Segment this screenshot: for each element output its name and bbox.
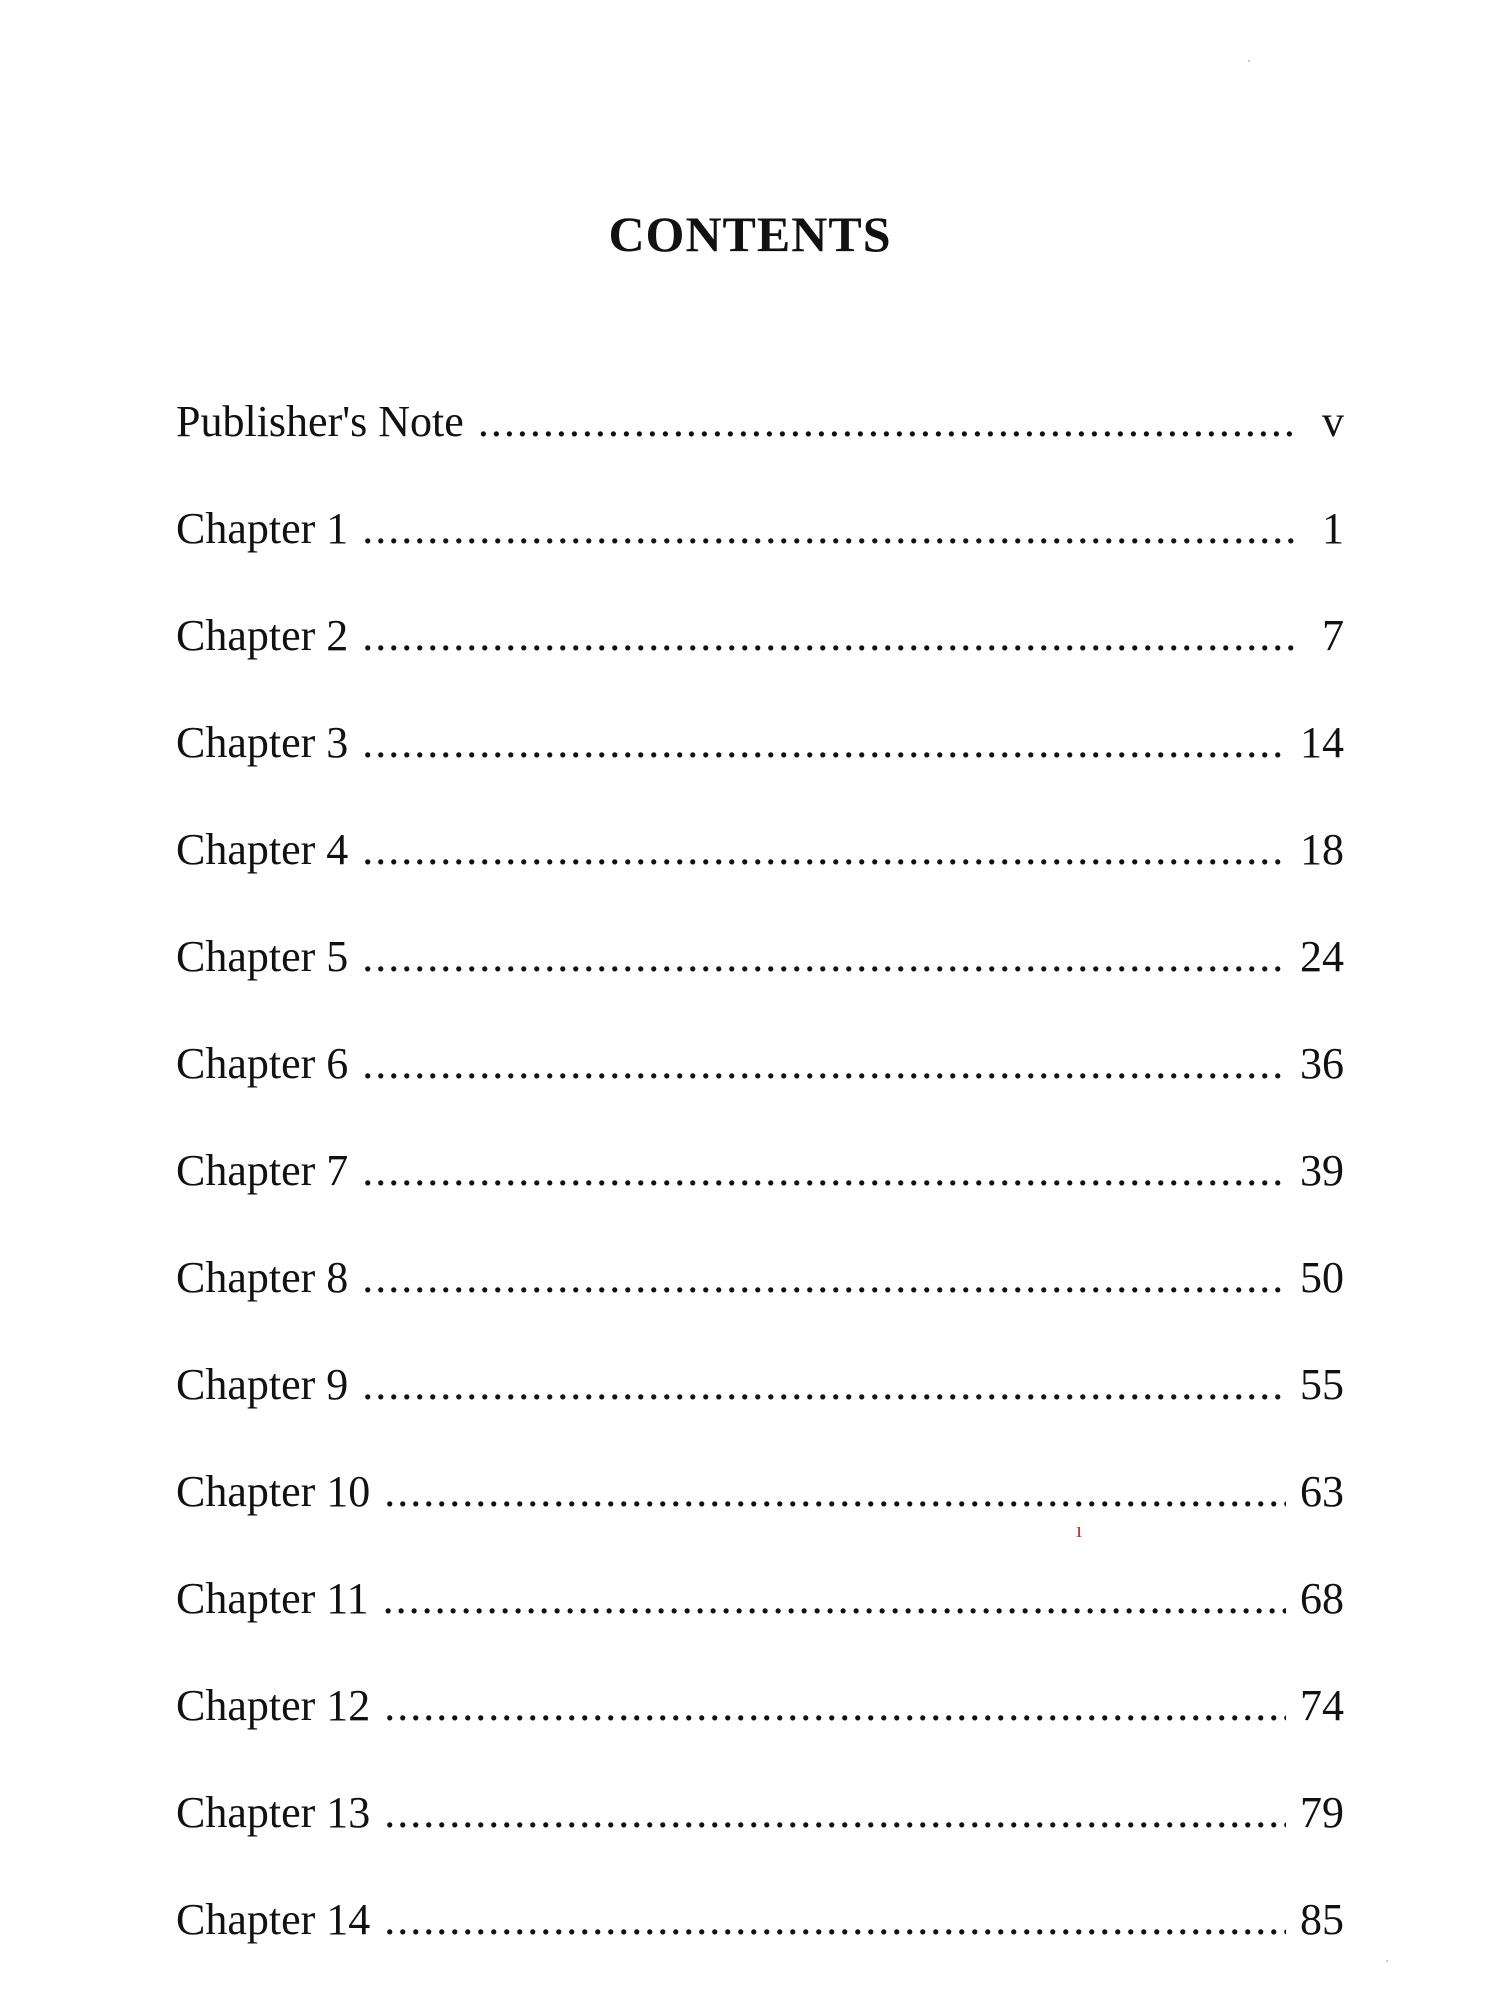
toc-entry-page: 14 — [1300, 718, 1344, 767]
toc-entry-chapter-5 — [176, 927, 1344, 1034]
toc-entry-label: Chapter 11 — [176, 1574, 369, 1623]
toc-entry-page: 50 — [1300, 1253, 1344, 1302]
dot-leader — [362, 1034, 1286, 1094]
dot-leader — [384, 1676, 1286, 1736]
toc-entry-page: 74 — [1300, 1681, 1344, 1730]
scan-dust-mark — [1386, 1960, 1388, 1962]
toc-entry-page: 79 — [1300, 1788, 1344, 1837]
toc-entry-label: Chapter 13 — [176, 1788, 371, 1837]
toc-entry-label: Chapter 7 — [176, 1146, 349, 1195]
table-of-contents — [176, 392, 1344, 1997]
dot-leader — [384, 1783, 1286, 1843]
toc-entry-label: Chapter 6 — [176, 1039, 349, 1088]
toc-entry-label: Chapter 8 — [176, 1253, 349, 1302]
toc-entry-chapter-8 — [176, 1248, 1344, 1355]
dot-leader — [362, 1355, 1286, 1415]
dot-leader — [384, 1890, 1286, 1950]
toc-entry-page: 39 — [1300, 1146, 1344, 1195]
toc-entry-chapter-13 — [176, 1783, 1344, 1890]
toc-entry-chapter-9 — [176, 1355, 1344, 1462]
dot-leader — [362, 606, 1294, 666]
toc-entry-page: 55 — [1300, 1360, 1344, 1409]
dot-leader — [362, 713, 1286, 773]
toc-entry-page: 1 — [1322, 504, 1344, 553]
toc-entry-label: Chapter 5 — [176, 932, 349, 981]
dot-leader — [362, 820, 1286, 880]
page-title: CONTENTS — [608, 206, 892, 262]
toc-entry-chapter-14 — [176, 1890, 1344, 1997]
toc-entry-chapter-1 — [176, 499, 1344, 606]
dot-leader — [362, 927, 1286, 987]
toc-entry-page: 7 — [1322, 611, 1344, 660]
toc-entry-label: Chapter 1 — [176, 504, 349, 553]
toc-entry-label: Publisher's Note — [176, 397, 464, 446]
toc-entry-page: 85 — [1300, 1895, 1344, 1944]
dot-leader — [362, 499, 1294, 559]
toc-entry-label: Chapter 10 — [176, 1467, 371, 1516]
toc-entry-chapter-6 — [176, 1034, 1344, 1141]
toc-entry-label: Chapter 12 — [176, 1681, 371, 1730]
toc-entry-chapter-4 — [176, 820, 1344, 927]
toc-entry-label: Chapter 4 — [176, 825, 349, 874]
toc-entry-page: 18 — [1300, 825, 1344, 874]
dot-leader — [478, 392, 1294, 452]
toc-entry-chapter-11 — [176, 1569, 1344, 1676]
toc-entry-publishers-note — [176, 392, 1344, 499]
dot-leader — [362, 1248, 1286, 1308]
dot-leader — [383, 1569, 1286, 1629]
toc-entry-chapter-10 — [176, 1462, 1344, 1569]
toc-entry-chapter-3 — [176, 713, 1344, 820]
scan-dust-mark — [1248, 60, 1250, 62]
toc-entry-page: 36 — [1300, 1039, 1344, 1088]
scan-speck: ı — [1076, 1517, 1083, 1542]
toc-entry-label: Chapter 14 — [176, 1895, 371, 1944]
toc-entry-label: Chapter 2 — [176, 611, 349, 660]
toc-entry-chapter-7 — [176, 1141, 1344, 1248]
toc-entry-page: 63 — [1300, 1467, 1344, 1516]
toc-entry-label: Chapter 9 — [176, 1360, 349, 1409]
toc-entry-chapter-2 — [176, 606, 1344, 713]
toc-entry-page: 24 — [1300, 932, 1344, 981]
toc-entry-label: Chapter 3 — [176, 718, 349, 767]
dot-leader — [384, 1462, 1286, 1522]
dot-leader — [362, 1141, 1286, 1201]
toc-entry-page: 68 — [1300, 1574, 1344, 1623]
toc-entry-page: v — [1322, 397, 1344, 446]
toc-entry-chapter-12 — [176, 1676, 1344, 1783]
